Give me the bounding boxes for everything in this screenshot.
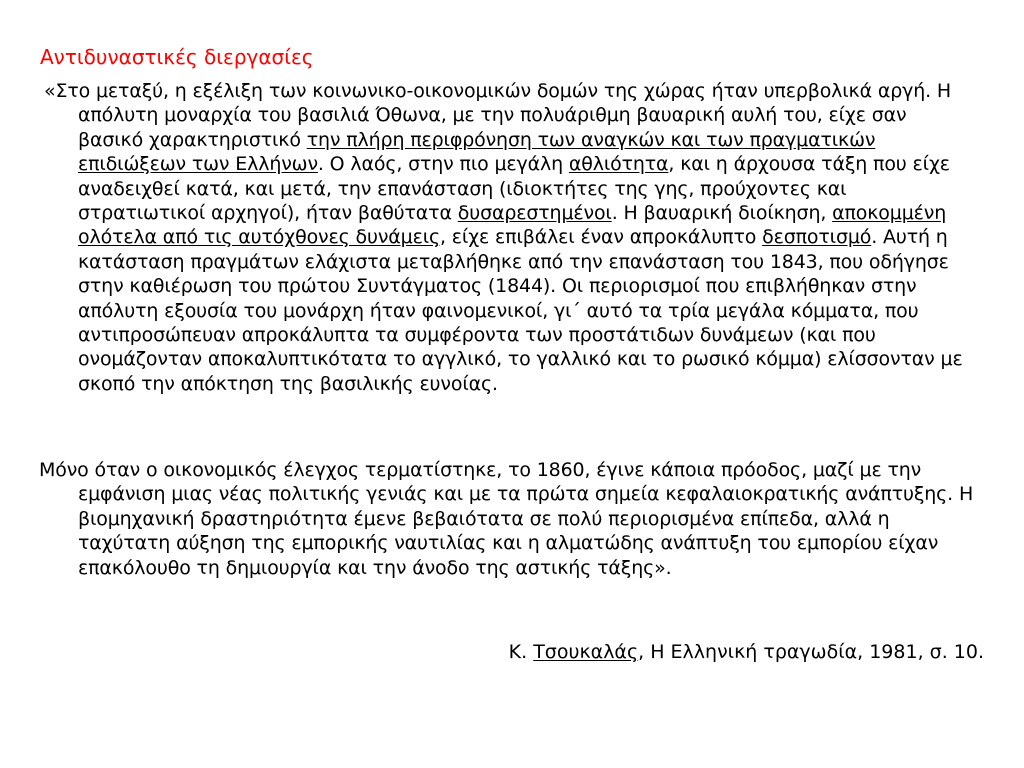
citation-source: , Η Ελληνική τραγωδία, 1981, σ. 10. bbox=[638, 641, 984, 663]
citation-prefix: Κ. bbox=[508, 641, 534, 663]
text-segment: . Ο λαός, στην πιο μεγάλη bbox=[317, 153, 569, 176]
page-title: Αντιδυναστικές διεργασίες bbox=[40, 45, 314, 69]
citation bbox=[509, 640, 984, 664]
underlined-phrase: αθλιότητα bbox=[568, 153, 669, 176]
citation-author: Τσουκαλάς bbox=[533, 641, 639, 663]
quote-paragraph-2 bbox=[39, 458, 979, 580]
text-segment: , και η άρχουσα τάξη που είχε αναδειχθεί κατά, και μετά, την επανάσταση (ιδιοκτήτες της γης, προύχοντες και στρατιωτικοί αρχηγοί), ήταν βαθύτατα bbox=[78, 153, 950, 225]
underlined-phrase: δεσποτισμό bbox=[762, 226, 872, 249]
text-segment: , είχε επιβάλει έναν απροκάλυπτο bbox=[440, 226, 763, 249]
text-segment: . Η βαυαρική διοίκηση, bbox=[611, 202, 833, 225]
text-segment: . Αυτή η κατάσταση πραγμάτων ελάχιστα μεταβλήθηκε από την επανάσταση του 1843, που οδήγησε στην καθιέρωση του πρώτου Συντάγματος (1844). Οι περιορισμοί που επιβλήθηκαν στην απόλυτη εξουσία του μονάρχη ήταν φαινομενικοί, γι΄ αυτό τα τρία μεγάλα κόμματα, που αντιπροσώπευαν απροκάλυπτα τα συμφέροντα των προστάτιδων δυνάμεων (και που ονομάζονταν αποκαλυπτικότατα το αγγλικό, το γαλλικό και το ρωσικό κόμμα) ελίσσονταν με σκοπό την απόκτηση της βασιλικής ευνοίας. bbox=[78, 226, 963, 395]
text-segment: Μόνο όταν ο οικονομικός έλεγχος τερματίστηκε, το 1860, έγινε κάποια πρόοδος, μαζί με την εμφάνιση μιας νέας πολιτικής γενιάς και με τα πρώτα σημεία κεφαλαιοκρατικής ανάπτυξης. Η βιομηχανική δραστηριότητα έμενε βεβαιότατα σε πολύ περιορισμένα επίπεδα, αλλά η ταχύτατη αύξηση της εμπορικής ναυτιλίας και η αλματώδης ανάπτυξη του εμπορίου είχαν επακόλουθο τη δημιουργία και την άνοδο της αστικής τάξης». bbox=[39, 459, 974, 579]
quote-paragraph-1 bbox=[42, 79, 972, 396]
underlined-phrase: την πλήρη περιφρόνηση των αναγκών και των πραγματικών επιδιώξεων των Ελλήνων bbox=[78, 128, 876, 176]
text-segment: «Στο μεταξύ, η εξέλιξη των κοινωνικο-οικονομικών δομών της χώρας ήταν υπερβολικά αργή. Η απόλυτη μοναρχία του βασιλιά Όθωνα, με την πολυάριθμη βαυαρική αυλή του, είχε σαν βασικό χαρακτηριστικό bbox=[44, 80, 952, 151]
underlined-phrase: δυσαρεστημένοι bbox=[457, 202, 612, 225]
underlined-phrase: αποκομμένη ολότελα από τις αυτόχθονες δυνάμεις bbox=[78, 202, 947, 249]
